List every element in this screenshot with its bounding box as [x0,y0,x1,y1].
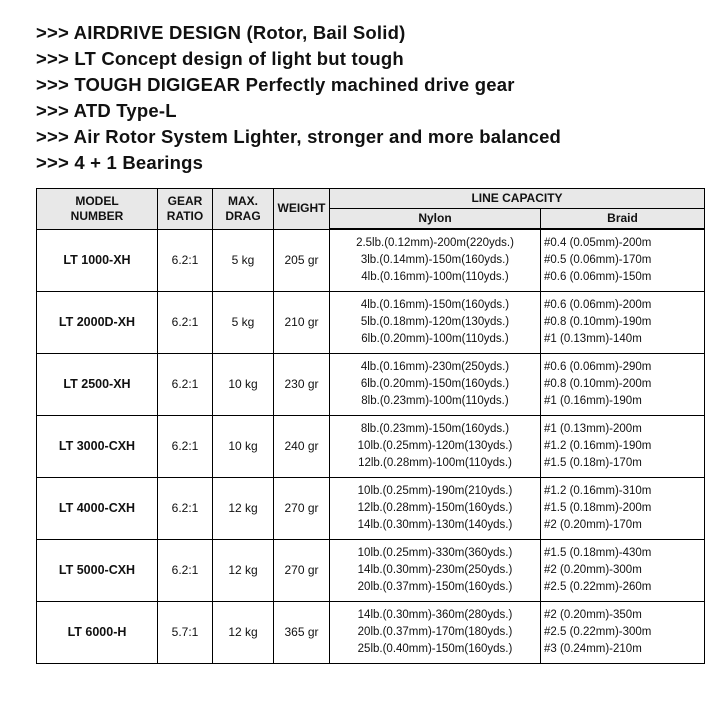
table-row [37,539,705,601]
nylon-line: 8lb.(0.23mm)-100m(110yds.) [361,394,509,407]
gear-ratio-cell: 6.2:1 [158,229,213,291]
nylon-line: 5lb.(0.18mm)-120m(130yds.) [360,315,510,328]
nylon-capacity-cell [330,415,541,477]
braid-line: #1.2 (0.16mm)-190m [544,439,652,452]
nylon-line: 10lb.(0.25mm)-330m(360yds.) [357,546,513,559]
feature-line: >>> AIRDRIVE DESIGN (Rotor, Bail Solid) [36,22,406,43]
braid-line: #1 (0.13mm)-200m [544,422,642,435]
spec-table [36,188,705,664]
header-line-capacity: LINE CAPACITY [330,189,705,209]
braid-line: #2.5 (0.22mm)-260m [544,580,652,593]
model-cell: LT 1000-XH [37,229,158,291]
nylon-line: 4lb.(0.16mm)-230m(250yds.) [360,360,510,373]
header-nylon: Nylon [330,209,541,230]
braid-line: #1.5 (0.18mm)-200m [544,501,652,514]
braid-capacity-cell [541,601,705,663]
braid-line: #1.5 (0.18m)-170m [544,456,642,469]
table-body [37,229,705,663]
header-weight: WEIGHT [274,189,330,230]
table-header [37,189,705,230]
braid-line: #0.5 (0.06mm)-170m [544,253,652,266]
header-drag-line2: DRAG [225,208,261,223]
model-cell: LT 3000-CXH [37,415,158,477]
braid-line: #2 (0.20mm)-350m [544,608,642,621]
braid-line: #1.5 (0.18mm)-430m [544,546,652,559]
header-gear-ratio [158,189,213,230]
nylon-line: 25lb.(0.40mm)-150m(160yds.) [357,642,513,655]
weight-cell: 240 gr [274,415,330,477]
max-drag-cell: 12 kg [213,477,274,539]
gear-ratio-cell: 5.7:1 [158,601,213,663]
nylon-line: 20lb.(0.37mm)-170m(180yds.) [357,625,513,638]
braid-line: #2.5 (0.22mm)-300m [544,625,652,638]
nylon-line: 2.5lb.(0.12mm)-200m(220yds.) [356,236,514,249]
braid-capacity-cell [541,229,705,291]
braid-capacity-cell [541,291,705,353]
model-cell: LT 2000D-XH [37,291,158,353]
gear-ratio-cell: 6.2:1 [158,477,213,539]
model-cell: LT 2500-XH [37,353,158,415]
max-drag-cell: 5 kg [213,291,274,353]
header-model-line1: MODEL [75,193,119,208]
feature-list [36,20,708,176]
nylon-line: 10lb.(0.25mm)-190m(210yds.) [357,484,513,497]
table-row [37,291,705,353]
nylon-line: 4lb.(0.16mm)-150m(160yds.) [360,298,510,311]
nylon-capacity-cell [330,539,541,601]
braid-capacity-cell [541,539,705,601]
braid-line: #2 (0.20mm)-170m [544,518,642,531]
model-cell: LT 6000-H [37,601,158,663]
max-drag-cell: 5 kg [213,229,274,291]
feature-line: >>> Air Rotor System Lighter, stronger and more balanced [36,126,562,147]
header-braid: Braid [541,209,705,230]
weight-cell: 205 gr [274,229,330,291]
gear-ratio-cell: 6.2:1 [158,415,213,477]
braid-line: #0.6 (0.06mm)-150m [544,270,652,283]
table-row [37,601,705,663]
nylon-capacity-cell [330,353,541,415]
header-max-drag [213,189,274,230]
weight-cell: 210 gr [274,291,330,353]
nylon-line: 4lb.(0.16mm)-100m(110yds.) [361,270,509,283]
max-drag-cell: 12 kg [213,539,274,601]
nylon-line: 14lb.(0.30mm)-230m(250yds.) [357,563,513,576]
table-row [37,353,705,415]
nylon-line: 6lb.(0.20mm)-100m(110yds.) [361,332,509,345]
braid-line: #0.4 (0.05mm)-200m [544,236,652,249]
nylon-capacity-cell [330,477,541,539]
gear-ratio-cell: 6.2:1 [158,539,213,601]
braid-line: #0.8 (0.10mm)-200m [544,377,652,390]
table-row [37,477,705,539]
max-drag-cell: 10 kg [213,353,274,415]
nylon-line: 20lb.(0.37mm)-150m(160yds.) [357,580,513,593]
nylon-line: 12lb.(0.28mm)-150m(160yds.) [357,501,513,514]
braid-line: #2 (0.20mm)-300m [544,563,642,576]
nylon-line: 3lb.(0.14mm)-150m(160yds.) [360,253,510,266]
header-model-line2: NUMBER [70,208,124,223]
feature-line: >>> LT Concept design of light but tough [36,48,404,69]
feature-line: >>> TOUGH DIGIGEAR Perfectly machined drive gear [36,74,515,95]
braid-line: #3 (0.24mm)-210m [544,642,642,655]
braid-line: #1.2 (0.16mm)-310m [544,484,652,497]
gear-ratio-cell: 6.2:1 [158,291,213,353]
header-gear-line2: RATIO [166,208,204,223]
weight-cell: 230 gr [274,353,330,415]
braid-line: #1 (0.13mm)-140m [544,332,642,345]
braid-line: #0.6 (0.06mm)-290m [544,360,652,373]
nylon-line: 6lb.(0.20mm)-150m(160yds.) [360,377,510,390]
weight-cell: 365 gr [274,601,330,663]
nylon-line: 12lb.(0.28mm)-100m(110yds.) [358,456,512,469]
gear-ratio-cell: 6.2:1 [158,353,213,415]
nylon-line: 14lb.(0.30mm)-360m(280yds.) [357,608,513,621]
feature-line: >>> ATD Type-L [36,100,177,121]
header-gear-line1: GEAR [167,193,203,208]
model-cell: LT 5000-CXH [37,539,158,601]
braid-line: #1 (0.16mm)-190m [544,394,642,407]
braid-capacity-cell [541,353,705,415]
weight-cell: 270 gr [274,539,330,601]
weight-cell: 270 gr [274,477,330,539]
max-drag-cell: 12 kg [213,601,274,663]
header-drag-line1: MAX. [228,193,258,208]
nylon-line: 14lb.(0.30mm)-130m(140yds.) [357,518,513,531]
nylon-capacity-cell [330,601,541,663]
max-drag-cell: 10 kg [213,415,274,477]
nylon-capacity-cell [330,229,541,291]
braid-line: #0.6 (0.06mm)-200m [544,298,652,311]
braid-capacity-cell [541,477,705,539]
braid-capacity-cell [541,415,705,477]
nylon-capacity-cell [330,291,541,353]
nylon-line: 10lb.(0.25mm)-120m(130yds.) [357,439,513,452]
header-model-number [37,189,158,230]
braid-line: #0.8 (0.10mm)-190m [544,315,652,328]
table-row [37,229,705,291]
nylon-line: 8lb.(0.23mm)-150m(160yds.) [360,422,510,435]
feature-line: >>> 4 + 1 Bearings [36,152,204,173]
model-cell: LT 4000-CXH [37,477,158,539]
table-row [37,415,705,477]
